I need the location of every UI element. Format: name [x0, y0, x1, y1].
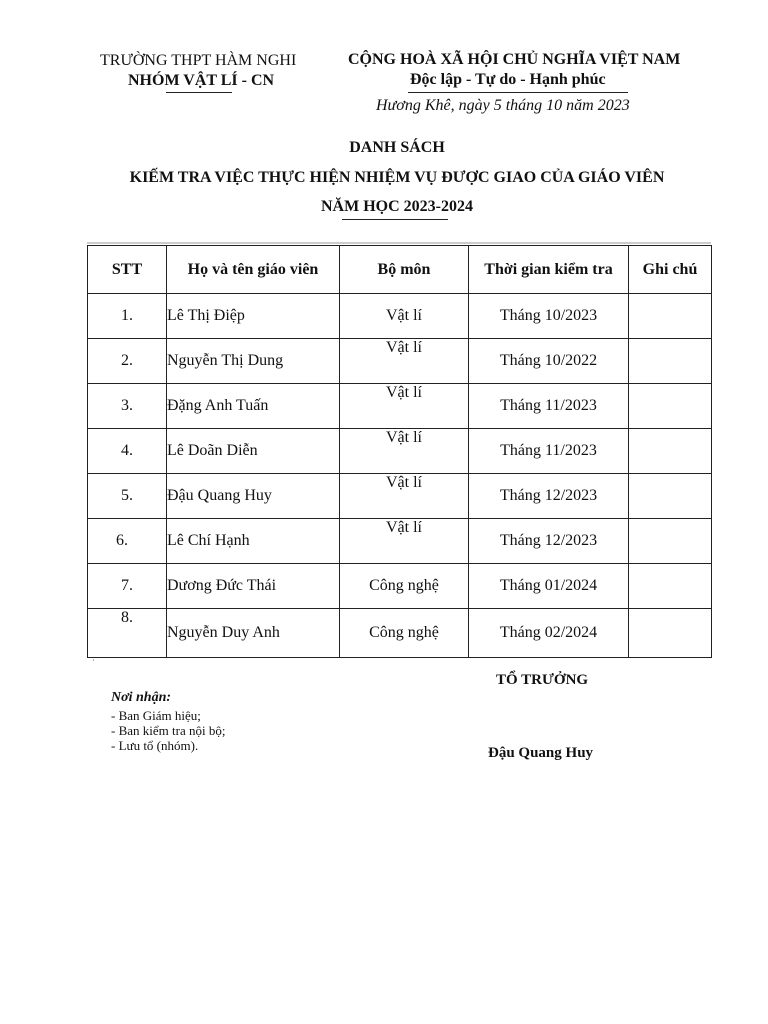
row-stt: 3.: [88, 384, 167, 429]
group-name: NHÓM VẬT LÍ - CN: [128, 72, 275, 89]
signer-role: TỔ TRƯỞNG: [496, 672, 589, 688]
motto-underline: [408, 92, 628, 93]
row-stt: 1.: [88, 294, 167, 339]
stray-mark: ·: [92, 656, 95, 665]
row-name: Lê Thị Điệp: [167, 294, 340, 339]
row-note: [629, 384, 712, 429]
header-name: Họ và tên giáo viên: [167, 246, 340, 294]
row-note: [629, 429, 712, 474]
row-name: Lê Chí Hạnh: [167, 519, 340, 564]
row-name: Nguyễn Duy Anh: [167, 609, 340, 658]
table-header-row: [88, 246, 712, 294]
row-stt: 4.: [88, 429, 167, 474]
table-row: [88, 429, 712, 474]
row-subject: Vật lí: [340, 384, 469, 429]
header-subject: Bộ môn: [340, 246, 469, 294]
national-motto: Độc lập - Tự do - Hạnh phúc: [410, 71, 606, 88]
row-time: Tháng 12/2023: [469, 474, 629, 519]
row-time: Tháng 01/2024: [469, 564, 629, 609]
row-stt: 2.: [88, 339, 167, 384]
row-note: [629, 474, 712, 519]
row-name: Dương Đức Thái: [167, 564, 340, 609]
group-underline: [166, 92, 232, 93]
table-row: [88, 609, 712, 658]
table-row: [88, 564, 712, 609]
row-note: [629, 519, 712, 564]
recipient-item: - Ban kiểm tra nội bộ;: [111, 723, 226, 738]
row-time: Tháng 02/2024: [469, 609, 629, 658]
header-time: Thời gian kiểm tra: [469, 246, 629, 294]
row-name: Đặng Anh Tuấn: [167, 384, 340, 429]
table-top-edge: [87, 242, 711, 244]
row-name: Nguyễn Thị Dung: [167, 339, 340, 384]
table-row: [88, 474, 712, 519]
row-time: Tháng 11/2023: [469, 384, 629, 429]
school-name: TRƯỜNG THPT HÀM NGHI: [100, 52, 297, 69]
teacher-table: [87, 245, 712, 658]
table-row: [88, 294, 712, 339]
recipient-item: - Lưu tổ (nhóm).: [111, 738, 199, 753]
document-title: DANH SÁCH: [349, 139, 445, 156]
row-subject: Vật lí: [340, 294, 469, 339]
row-subject: Vật lí: [340, 339, 469, 384]
row-note: [629, 564, 712, 609]
row-subject: Công nghệ: [340, 609, 469, 658]
signer-name: Đậu Quang Huy: [488, 745, 594, 761]
row-time: Tháng 12/2023: [469, 519, 629, 564]
row-stt: 5.: [88, 474, 167, 519]
row-time: Tháng 10/2023: [469, 294, 629, 339]
row-time: Tháng 11/2023: [469, 429, 629, 474]
row-subject: Vật lí: [340, 474, 469, 519]
place-date: Hương Khê, ngày 5 tháng 10 năm 2023: [376, 97, 630, 114]
document-subtitle: KIẾM TRA VIỆC THỰC HIỆN NHIỆM VỤ ĐƯỢC GIAO CỦA GIÁO VIÊN: [129, 169, 665, 186]
table-row: [88, 384, 712, 429]
recipients-list: [111, 708, 225, 753]
row-subject: Công nghệ: [340, 564, 469, 609]
row-time: Tháng 10/2022: [469, 339, 629, 384]
header-note: Ghi chú: [629, 246, 712, 294]
row-stt: 6.: [88, 519, 167, 564]
recipients-title: Nơi nhận:: [111, 690, 172, 705]
row-stt: 8.: [88, 609, 167, 658]
row-note: [629, 294, 712, 339]
republic-name: CỘNG HOÀ XÃ HỘI CHỦ NGHĨA VIỆT NAM: [348, 51, 681, 68]
table-row: [88, 519, 712, 564]
row-subject: Vật lí: [340, 519, 469, 564]
row-name: Đậu Quang Huy: [167, 474, 340, 519]
recipient-item: - Ban Giám hiệu;: [111, 708, 201, 723]
document-school-year: NĂM HỌC 2023-2024: [321, 198, 473, 215]
row-name: Lê Doãn Diễn: [167, 429, 340, 474]
year-underline: [342, 219, 448, 220]
header-stt: STT: [88, 246, 167, 294]
row-note: [629, 609, 712, 658]
row-stt: 7.: [88, 564, 167, 609]
row-note: [629, 339, 712, 384]
row-subject: Vật lí: [340, 429, 469, 474]
table-row: [88, 339, 712, 384]
